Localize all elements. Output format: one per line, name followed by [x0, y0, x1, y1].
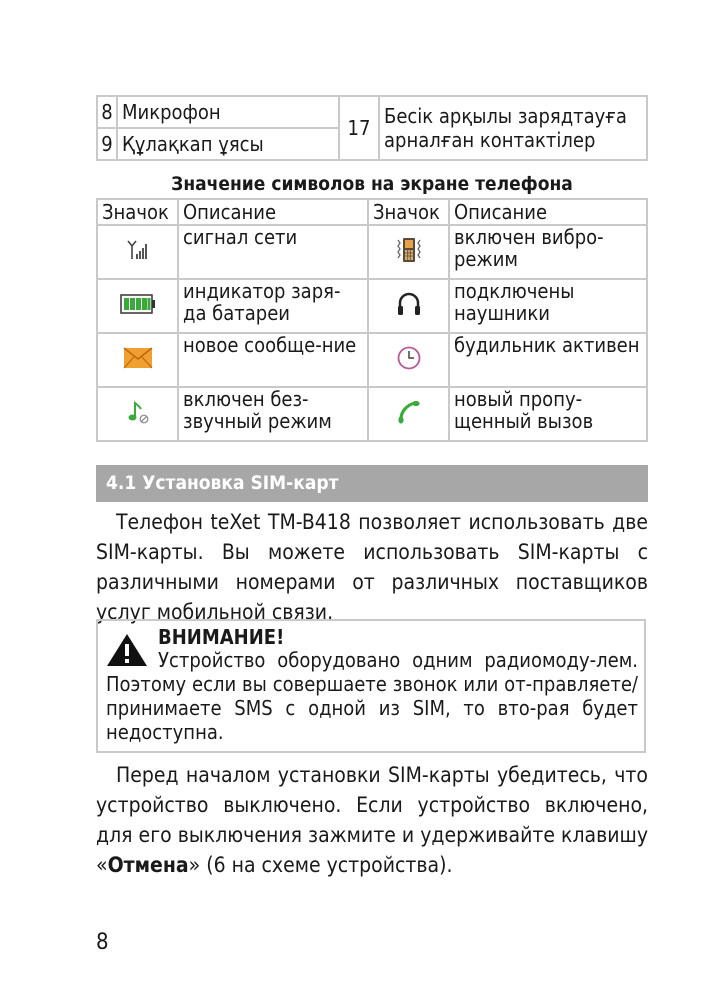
section-header	[96, 465, 648, 502]
part-name: Бесік арқылы зарядтауға арналған контактілер	[379, 96, 647, 160]
instruction-text: Перед началом установки SIM-карты убедитесь, что устройство выключено. Если устройство включено, для его выключения зажмите и удерживайте клавишу «	[96, 763, 648, 877]
part-name: Құлақкап ұясы	[117, 128, 339, 160]
warning-text: Устройство оборудовано одним радиомоду-лем. Поэтому если вы совершаете звонок или от-правляете/принимаете SMS с одной из SIM, то вто-рая будет недоступна.	[106, 648, 638, 744]
alarm-clock-icon	[368, 333, 449, 387]
missed-call-icon	[368, 387, 449, 441]
header-icon: Значок	[97, 199, 178, 225]
headphones-icon	[368, 279, 449, 333]
cancel-key-label: Отмена	[107, 853, 189, 877]
header-description: Описание	[178, 199, 368, 225]
battery-icon	[97, 279, 178, 333]
signal-icon	[97, 225, 178, 279]
section-title: 4.1 Установка SIM-карт	[106, 472, 339, 494]
warning-title: ВНИМАНИЕ!	[158, 625, 285, 649]
symbol-description: индикатор заря-да батареи	[178, 279, 368, 333]
symbol-description: новый пропу-щенный вызов	[449, 387, 647, 441]
symbol-description: новое сообще-ние	[178, 333, 368, 387]
page-number: 8	[96, 930, 109, 955]
symbol-description: подключены наушники	[449, 279, 647, 333]
header-description: Описание	[449, 199, 647, 225]
instruction-text-end: » (6 на схеме устройства).	[188, 853, 453, 877]
symbol-description: сигнал сети	[178, 225, 368, 279]
symbols-title: Значение символов на экране телефона	[171, 173, 573, 195]
parts-table	[96, 95, 648, 161]
instruction-paragraph	[96, 760, 648, 880]
symbol-description: включен вибро-режим	[449, 225, 647, 279]
envelope-icon	[97, 333, 178, 387]
warning-box	[96, 619, 646, 753]
part-number: 8	[97, 96, 117, 128]
intro-paragraph: Телефон teXet TM-B418 позволяет использовать две SIM-карты. Вы можете использовать SIM-карты с различными номерами от различных поставщиков услуг мобильной связи.	[96, 510, 648, 624]
part-number: 17	[339, 96, 379, 160]
symbols-table	[96, 198, 648, 442]
symbol-description: будильник активен	[449, 333, 647, 387]
silent-mode-icon	[97, 387, 178, 441]
vibration-icon	[368, 225, 449, 279]
part-name: Микрофон	[117, 96, 339, 128]
part-number: 9	[97, 128, 117, 160]
symbol-description: включен без-звучный режим	[178, 387, 368, 441]
header-icon: Значок	[368, 199, 449, 225]
